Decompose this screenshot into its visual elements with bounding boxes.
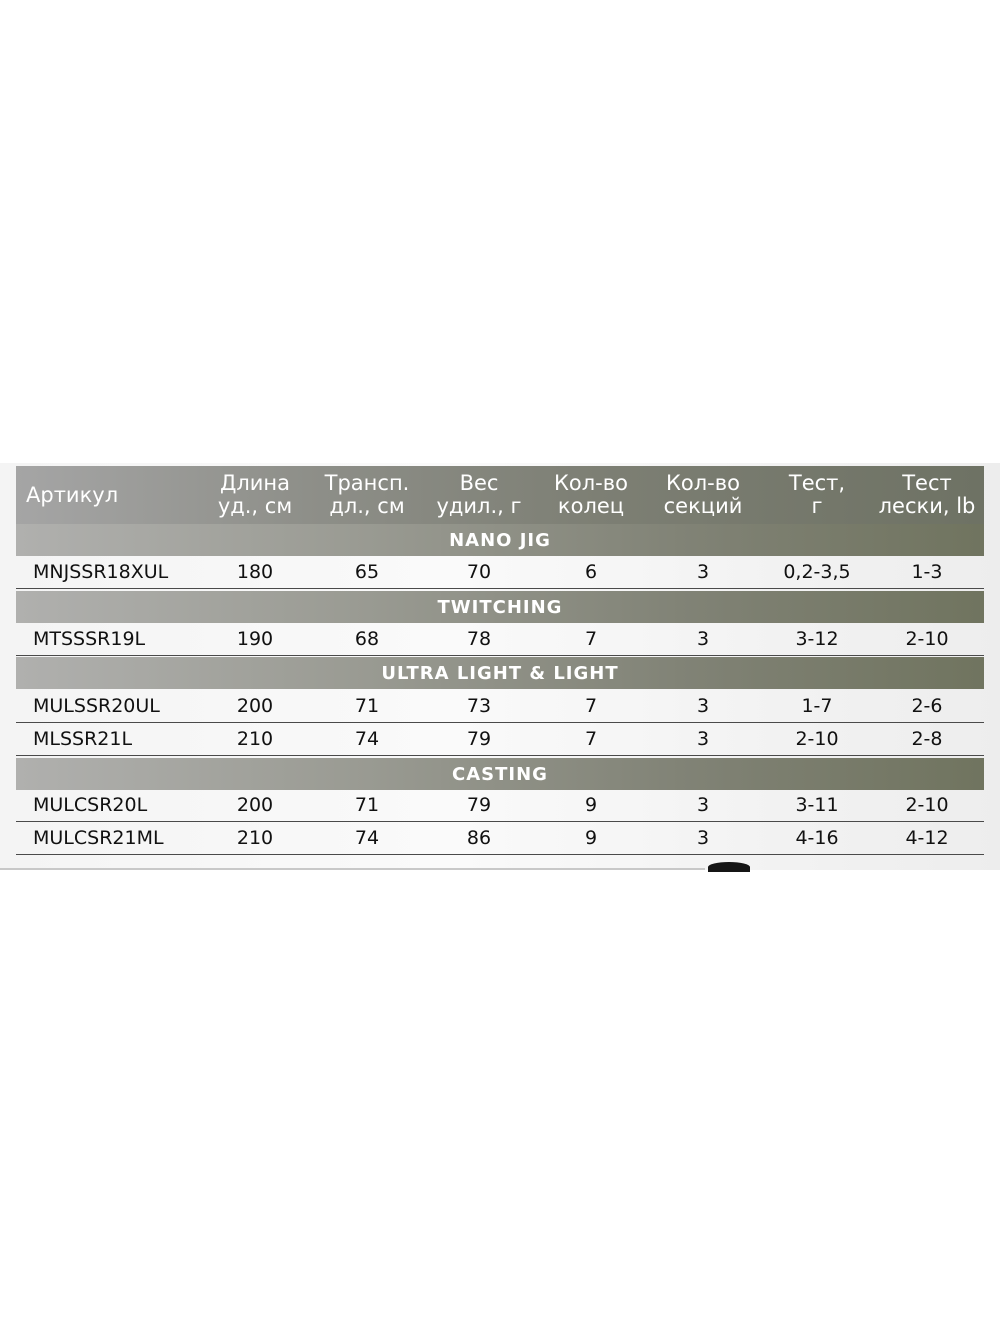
header-transport-length (308, 466, 426, 524)
cell-weight: 86 (466, 826, 492, 849)
cell-test: 3-11 (795, 793, 839, 816)
header-label: Вес (459, 471, 499, 495)
header-rings (532, 466, 650, 524)
cell-line-test: 2-10 (905, 627, 949, 650)
cell-test: 2-10 (795, 727, 839, 750)
cell-rings: 6 (584, 560, 598, 583)
cell-sections: 3 (696, 727, 710, 750)
header-label: Трансп. (324, 471, 410, 495)
cell-sections: 3 (696, 627, 710, 650)
header-label: Артикул (26, 482, 119, 507)
bottom-divider (0, 868, 705, 870)
cell-transport-length: 71 (354, 793, 380, 816)
decorative-mark (708, 862, 750, 872)
section-title: ULTRA LIGHT & LIGHT (381, 662, 619, 684)
cell-article: MULCSR21ML (33, 826, 164, 849)
cell-length: 200 (236, 694, 274, 717)
header-article (26, 466, 176, 524)
cell-length: 210 (236, 826, 274, 849)
section-nano-jig (16, 524, 984, 556)
cell-transport-length: 74 (354, 727, 380, 750)
cell-weight: 73 (466, 694, 492, 717)
table-header (16, 466, 984, 524)
section-title: TWITCHING (437, 596, 563, 618)
cell-test: 0,2-3,5 (783, 560, 851, 583)
cell-length: 200 (236, 793, 274, 816)
cell-weight: 78 (466, 627, 492, 650)
header-sublabel: секций (663, 494, 743, 518)
cell-article: MULSSR20UL (33, 694, 160, 717)
cell-weight: 79 (466, 727, 492, 750)
header-sublabel: г (811, 494, 823, 518)
cell-length: 210 (236, 727, 274, 750)
header-length (196, 466, 314, 524)
cell-line-test: 1-3 (911, 560, 943, 583)
cell-transport-length: 65 (354, 560, 380, 583)
cell-article: MTSSSR19L (33, 627, 146, 650)
header-line-test (868, 466, 986, 524)
table-row (16, 723, 984, 756)
cell-line-test: 4-12 (905, 826, 949, 849)
cell-sections: 3 (696, 793, 710, 816)
header-sublabel: дл., см (329, 494, 405, 518)
section-twitching (16, 591, 984, 623)
cell-rings: 7 (584, 627, 598, 650)
cell-rings: 9 (584, 793, 598, 816)
header-weight (420, 466, 538, 524)
header-label: Кол-во (666, 471, 740, 495)
table-row (16, 789, 984, 822)
header-label: Кол-во (554, 471, 628, 495)
header-sublabel: удил., г (436, 494, 522, 518)
cell-transport-length: 71 (354, 694, 380, 717)
cell-line-test: 2-10 (905, 793, 949, 816)
header-sublabel: колец (557, 494, 625, 518)
section-title: CASTING (452, 763, 548, 785)
header-sublabel: лески, lb (878, 494, 976, 518)
cell-article: MULCSR20L (33, 793, 148, 816)
cell-article: MNJSSR18XUL (33, 560, 169, 583)
header-test (758, 466, 876, 524)
cell-article: MLSSR21L (33, 727, 133, 750)
section-ultra-light (16, 657, 984, 689)
cell-line-test: 2-6 (911, 694, 943, 717)
cell-length: 190 (236, 627, 274, 650)
cell-sections: 3 (696, 826, 710, 849)
cell-sections: 3 (696, 560, 710, 583)
table-row (16, 556, 984, 589)
cell-weight: 70 (466, 560, 492, 583)
table-row (16, 623, 984, 656)
table-row (16, 822, 984, 855)
cell-test: 1-7 (801, 694, 833, 717)
header-sections (644, 466, 762, 524)
cell-sections: 3 (696, 694, 710, 717)
section-casting (16, 758, 984, 790)
cell-length: 180 (236, 560, 274, 583)
cell-rings: 7 (584, 727, 598, 750)
cell-rings: 9 (584, 826, 598, 849)
section-title: NANO JIG (449, 529, 551, 551)
cell-weight: 79 (466, 793, 492, 816)
cell-line-test: 2-8 (911, 727, 943, 750)
cell-transport-length: 68 (354, 627, 380, 650)
cell-test: 4-16 (795, 826, 839, 849)
header-label: Тест, (788, 471, 846, 495)
header-label: Тест (902, 471, 952, 495)
cell-test: 3-12 (795, 627, 839, 650)
header-sublabel: уд., см (217, 494, 293, 518)
cell-transport-length: 74 (354, 826, 380, 849)
header-label: Длина (219, 471, 291, 495)
table-row (16, 690, 984, 723)
cell-rings: 7 (584, 694, 598, 717)
